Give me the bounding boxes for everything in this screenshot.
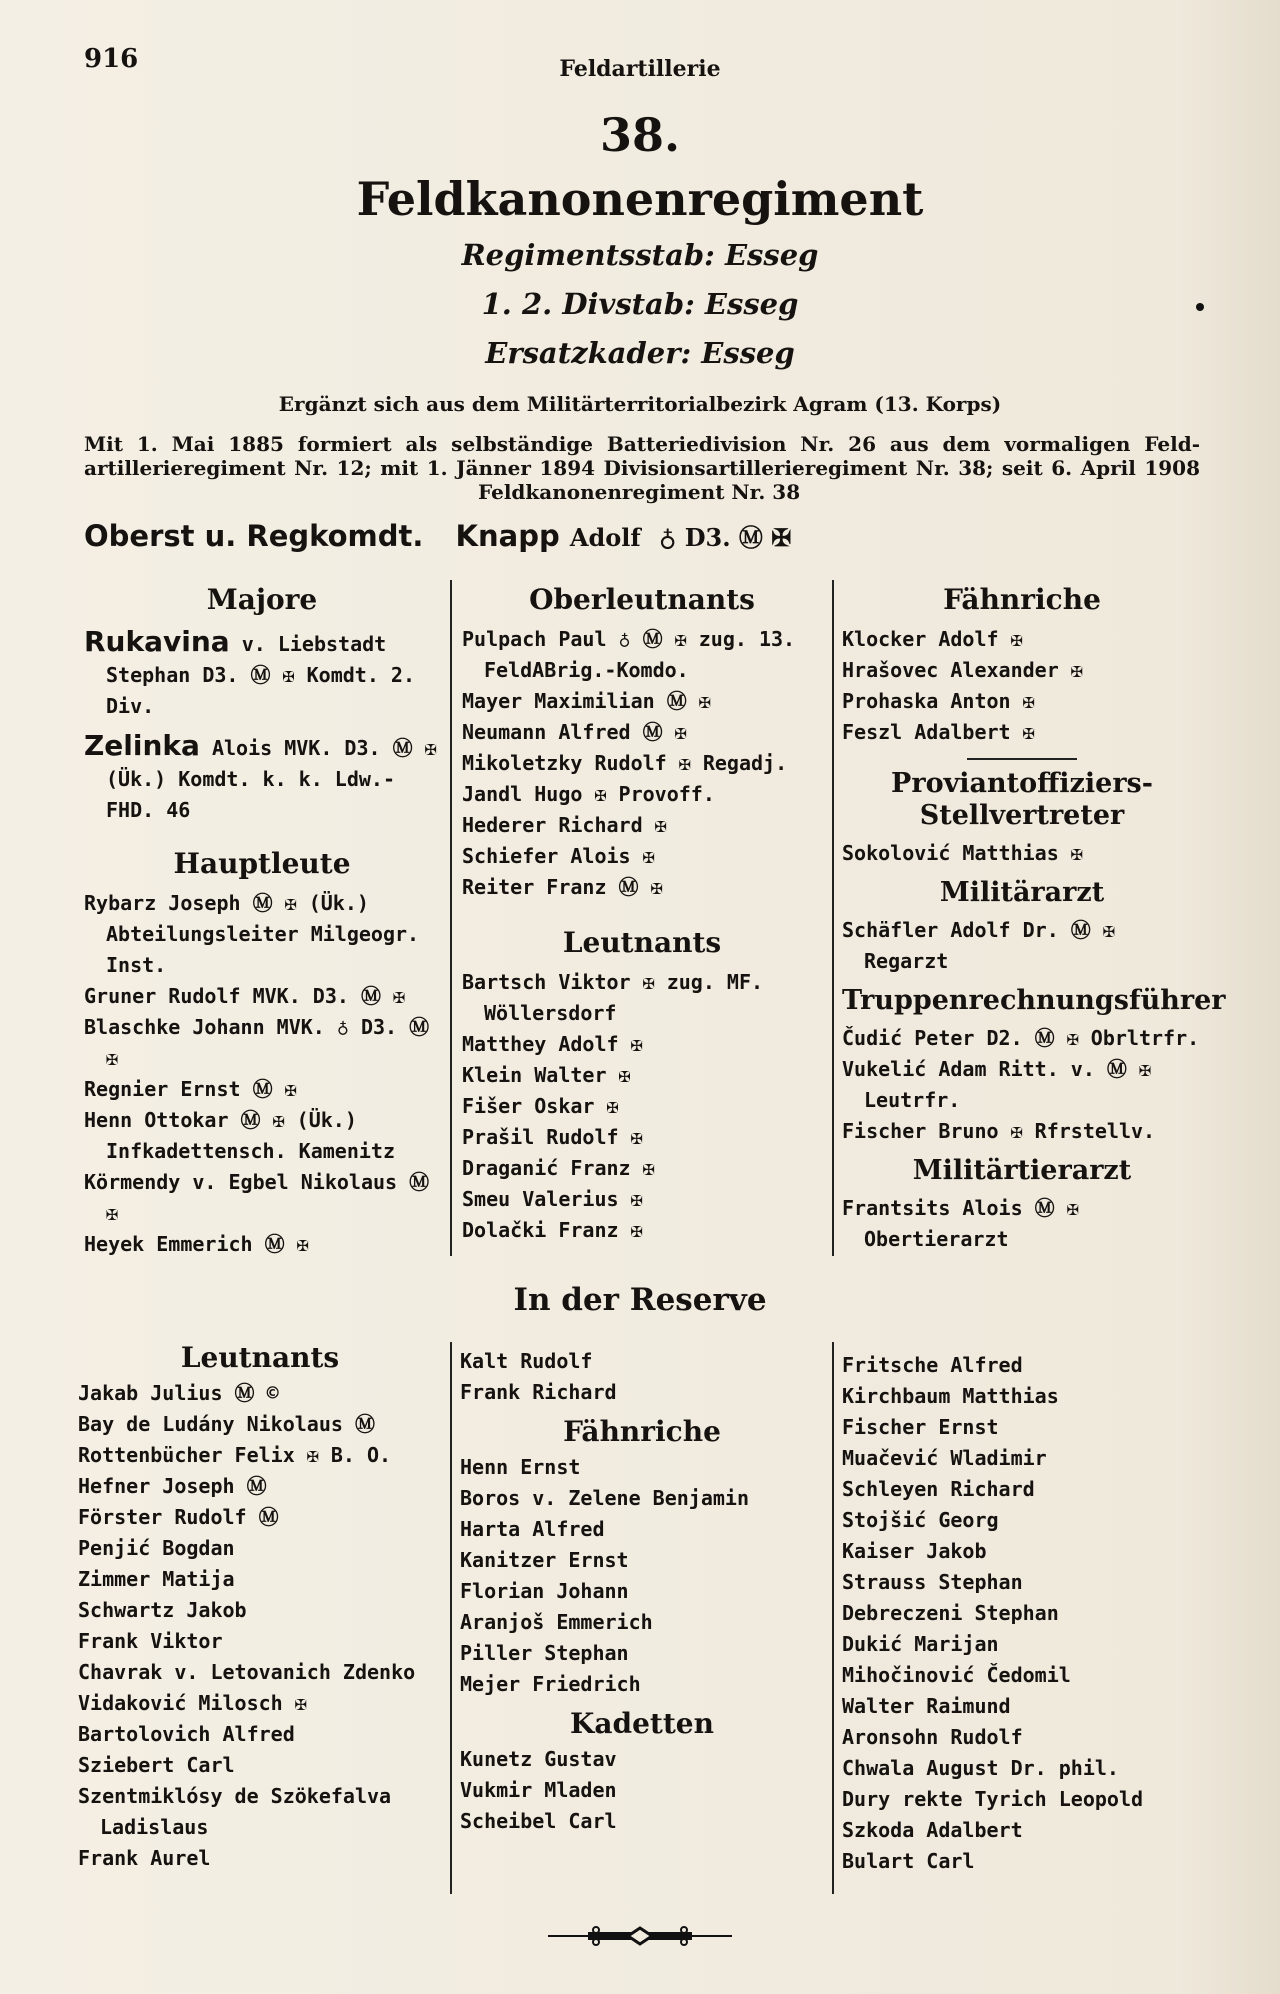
column-divider xyxy=(450,1342,452,1894)
hauptmann-entry: Heyek Emmerich Ⓜ ✠ xyxy=(84,1232,309,1256)
commander-firstname: Adolf xyxy=(569,523,641,552)
column-faehnriche-staff xyxy=(842,574,1226,1255)
reserve-entry: Stojšić Georg xyxy=(842,1508,999,1532)
faehnrich-entry: Hrašovec Alexander ✠ xyxy=(842,658,1083,682)
running-header: Feldartillerie xyxy=(559,56,721,82)
leutnant-entry: Prašil Rudolf ✠ xyxy=(462,1125,643,1149)
faehnrich-entry: Prohaska Anton ✠ xyxy=(842,689,1035,713)
reserve-entry: Frank Viktor xyxy=(78,1629,223,1653)
reserve-entry: Aronsohn Rudolf xyxy=(842,1725,1023,1749)
major-surname: Rukavina xyxy=(84,625,230,658)
column-divider xyxy=(832,580,834,1256)
leutnant-entry: Fišer Oskar ✠ xyxy=(462,1094,619,1118)
truppenrechnungsfuehrer-entry: Vukelić Adam Ritt. v. Ⓜ ✠ Leutrfr. xyxy=(842,1057,1151,1112)
reserve-entry: Chwala August Dr. phil. xyxy=(842,1756,1119,1780)
reserve-column-middle xyxy=(460,1346,824,1837)
stab-line: Regimentsstab: Esseg xyxy=(461,238,819,272)
faehnrich-entry: Feszl Adalbert ✠ xyxy=(842,720,1035,744)
reserve-entry: Chavrak v. Letovanich Zdenko xyxy=(78,1660,416,1684)
reserve-entry: Boros v. Zelene Benjamin xyxy=(460,1486,749,1510)
reserve-entry: Rottenbücher Felix ✠ B. O. xyxy=(78,1443,392,1467)
page-number: 916 xyxy=(84,44,139,74)
leutnant-entry: Bartsch Viktor ✠ zug. MF. Wöllersdorf xyxy=(462,970,764,1025)
reserve-entry: Vidaković Milosch ✠ xyxy=(78,1691,307,1715)
oberleutnant-entry: Schiefer Alois ✠ xyxy=(462,844,655,868)
column-divider xyxy=(832,1342,834,1894)
column-majore-hauptleute xyxy=(84,574,440,1260)
reserve-entry: Szentmiklósy de Szökefalva Ladislaus xyxy=(78,1784,392,1839)
reserve-entry: Bulart Carl xyxy=(842,1849,975,1873)
regiment-number: 38. xyxy=(599,108,681,162)
column-divider xyxy=(450,580,452,1256)
major-details: Alois MVK. D3. Ⓜ ✠ (Ük.) Komdt. k. k. Ldw.-FHD. 46 xyxy=(106,736,437,822)
stab-line: Ersatzkader: Esseg xyxy=(485,336,795,370)
truppenrechnungsfuehrer-entry: Fischer Bruno ✠ Rfrstellv. xyxy=(842,1119,1156,1143)
leutnant-entry: Dolački Franz ✠ xyxy=(462,1218,643,1242)
oberleutnant-entry: Reiter Franz Ⓜ ✠ xyxy=(462,875,663,899)
reserve-entry: Strauss Stephan xyxy=(842,1570,1023,1594)
reserve-column-leutnants xyxy=(78,1338,442,1874)
reserve-entry: Jakab Julius Ⓜ © xyxy=(78,1381,279,1405)
ergaenzung-line: Ergänzt sich aus dem Militärterritorialbezirk Agram (13. Korps) xyxy=(278,392,1002,416)
major-surname: Zelinka xyxy=(84,729,200,762)
reserve-column-right xyxy=(842,1350,1206,1877)
militaerarzt-entry: Schäfler Adolf Dr. Ⓜ ✠ Regarzt xyxy=(842,918,1115,973)
oberleutnant-entry: Mayer Maximilian Ⓜ ✠ xyxy=(462,689,711,713)
hauptmann-entry: Gruner Rudolf MVK. D3. Ⓜ ✠ xyxy=(84,984,406,1008)
history-paragraph xyxy=(84,432,1200,504)
reserve-entry: Fischer Ernst xyxy=(842,1415,999,1439)
section-heading-faehnriche: Fähnriche xyxy=(943,583,1101,616)
major-details: v. Liebstadt Stephan D3. Ⓜ ✠ Komdt. 2. Div. xyxy=(106,632,415,718)
commander-rank: Oberst u. Regkomdt. xyxy=(84,519,424,553)
section-heading-hauptleute: Hauptleute xyxy=(173,847,351,880)
section-heading-truppenrechnungsfuehrer: Truppenrechnungsführer xyxy=(842,985,1226,1016)
hauptmann-entry: Blaschke Johann MVK. ♁ D3. Ⓜ ✠ xyxy=(84,1015,430,1070)
regiment-title: Feldkanonenregiment xyxy=(356,172,924,226)
reserve-entry: Kunetz Gustav xyxy=(460,1747,617,1771)
reserve-entry: Scheibel Carl xyxy=(460,1809,617,1833)
history-line: Mit 1. Mai 1885 formiert als selbständige Batteriedivision Nr. 26 aus dem vormaligen Feld- xyxy=(84,432,1200,456)
reserve-heading-kadetten: Kadetten xyxy=(570,1707,714,1740)
proviant-entry: Sokolović Matthias ✠ xyxy=(842,841,1083,865)
section-rule xyxy=(967,758,1077,760)
reserve-entry: Schleyen Richard xyxy=(842,1477,1035,1501)
reserve-entry: Piller Stephan xyxy=(460,1641,629,1665)
ink-dot xyxy=(1196,303,1204,311)
oberleutnant-entry: Pulpach Paul ♁ Ⓜ ✠ zug. 13. FeldABrig.-Komdo. xyxy=(462,627,796,682)
section-heading-militaerarzt: Militärarzt xyxy=(939,877,1105,908)
reserve-entry: Dury rekte Tyrich Leopold xyxy=(842,1787,1144,1811)
reserve-entry: Muačević Wladimir xyxy=(842,1446,1047,1470)
oberleutnant-entry: Neumann Alfred Ⓜ ✠ xyxy=(462,720,687,744)
major-entry xyxy=(84,728,440,826)
reserve-entry: Sziebert Carl xyxy=(78,1753,235,1777)
leutnant-entry: Klein Walter ✠ xyxy=(462,1063,631,1087)
reserve-entry: Frank Aurel xyxy=(78,1846,211,1870)
reserve-entry: Dukić Marijan xyxy=(842,1632,999,1656)
reserve-entry: Walter Raimund xyxy=(842,1694,1011,1718)
reserve-entry: Förster Rudolf Ⓜ xyxy=(78,1505,279,1529)
commander-decorations: ♁ D3. Ⓜ ✠ xyxy=(658,523,792,552)
hauptmann-entry: Regnier Ernst Ⓜ ✠ xyxy=(84,1077,297,1101)
oberleutnant-entry: Mikoletzky Rudolf ✠ Regadj. xyxy=(462,751,788,775)
hauptmann-entry: Rybarz Joseph Ⓜ ✠ (Ük.) Abteilungsleiter Milgeogr. Inst. xyxy=(84,891,420,977)
reserve-entry: Bartolovich Alfred xyxy=(78,1722,295,1746)
reserve-entry: Bay de Ludány Nikolaus Ⓜ xyxy=(78,1412,375,1436)
reserve-entry: Debreczeni Stephan xyxy=(842,1601,1059,1625)
reserve-entry: Hefner Joseph Ⓜ xyxy=(78,1474,267,1498)
reserve-entry: Zimmer Matija xyxy=(78,1567,235,1591)
reserve-entry: Fritsche Alfred xyxy=(842,1353,1023,1377)
reserve-heading-leutnants: Leutnants xyxy=(180,1341,340,1374)
end-ornament xyxy=(548,1924,732,1948)
section-heading-tierarzt: Militärtierarzt xyxy=(912,1155,1132,1186)
reserve-entry: Henn Ernst xyxy=(460,1455,581,1479)
reserve-entry: Mihočinović Čedomil xyxy=(842,1663,1071,1687)
reserve-heading: In der Reserve xyxy=(513,1282,767,1318)
leutnant-entry: Smeu Valerius ✠ xyxy=(462,1187,643,1211)
reserve-entry: Aranjoš Emmerich xyxy=(460,1610,653,1634)
commander-line xyxy=(84,518,791,553)
reserve-entry: Mejer Friedrich xyxy=(460,1672,641,1696)
oberleutnant-entry: Hederer Richard ✠ xyxy=(462,813,667,837)
hauptmann-entry: Henn Ottokar Ⓜ ✠ (Ük.) Infkadettensch. Kamenitz xyxy=(84,1108,395,1163)
major-entry xyxy=(84,624,440,722)
reserve-entry: Kalt Rudolf xyxy=(460,1349,593,1373)
reserve-entry: Frank Richard xyxy=(460,1380,617,1404)
reserve-entry: Schwartz Jakob xyxy=(78,1598,247,1622)
reserve-entry: Vukmir Mladen xyxy=(460,1778,617,1802)
reserve-entry: Kanitzer Ernst xyxy=(460,1548,629,1572)
truppenrechnungsfuehrer-entry: Čudić Peter D2. Ⓜ ✠ Obrltrfr. xyxy=(842,1026,1200,1050)
oberleutnant-entry: Jandl Hugo ✠ Provoff. xyxy=(462,782,715,806)
history-line: artillerieregiment Nr. 12; mit 1. Jänner 1894 Divisionsartillerieregiment Nr. 38; seit 6. April 1908 xyxy=(84,456,1200,480)
reserve-entry: Harta Alfred xyxy=(460,1517,605,1541)
tierarzt-entry: Frantsits Alois Ⓜ ✠ Obertierarzt xyxy=(842,1196,1079,1251)
history-line: Feldkanonenregiment Nr. 38 xyxy=(478,480,801,504)
reserve-entry: Florian Johann xyxy=(460,1579,629,1603)
stab-line: 1. 2. Divstab: Esseg xyxy=(481,287,799,321)
leutnant-entry: Matthey Adolf ✠ xyxy=(462,1032,643,1056)
faehnrich-entry: Klocker Adolf ✠ xyxy=(842,627,1023,651)
reserve-heading-faehnriche: Fähnriche xyxy=(563,1415,721,1448)
leutnant-entry: Draganić Franz ✠ xyxy=(462,1156,655,1180)
reserve-entry: Penjić Bogdan xyxy=(78,1536,235,1560)
commander-surname: Knapp xyxy=(455,519,560,553)
column-oberleutnants-leutnants xyxy=(462,574,822,1246)
section-heading-oberleutnants: Oberleutnants xyxy=(529,583,755,616)
reserve-entry: Kirchbaum Matthias xyxy=(842,1384,1059,1408)
section-heading-majore: Majore xyxy=(206,583,318,616)
reserve-entry: Kaiser Jakob xyxy=(842,1539,987,1563)
hauptmann-entry: Körmendy v. Egbel Nikolaus Ⓜ ✠ xyxy=(84,1170,430,1225)
section-heading-proviant: Proviantoffiziers-Stellvertreter xyxy=(891,768,1153,831)
reserve-entry: Szkoda Adalbert xyxy=(842,1818,1023,1842)
section-heading-leutnants: Leutnants xyxy=(562,926,722,959)
